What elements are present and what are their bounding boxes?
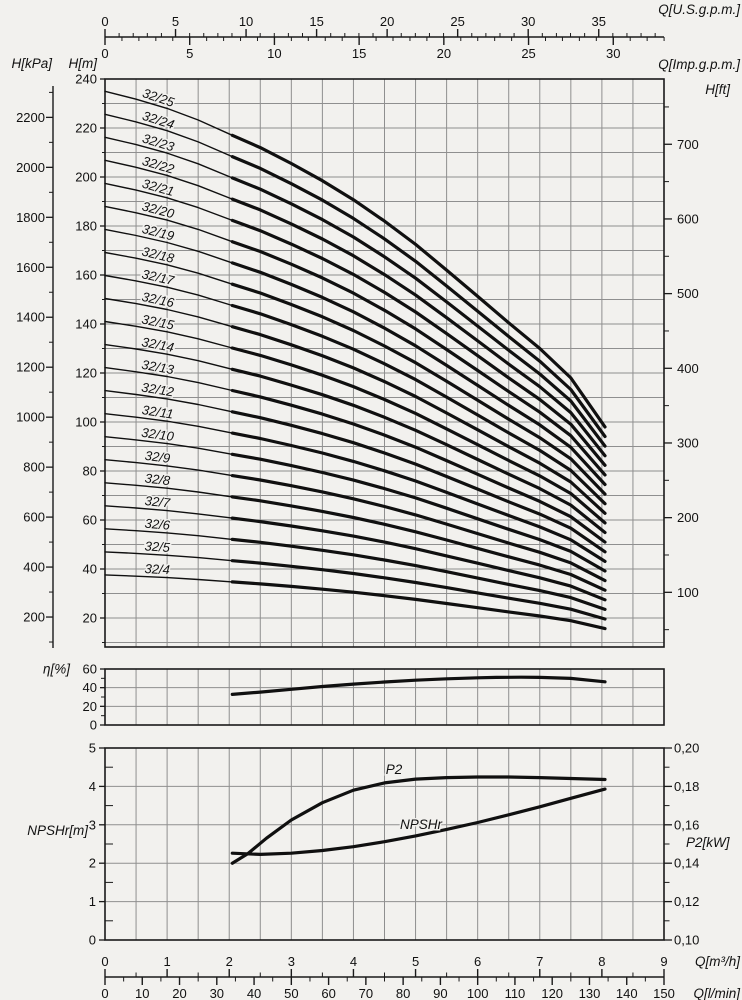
lmin-tick-label: 60 <box>321 986 336 1000</box>
lmin-tick-label: 120 <box>541 986 564 1000</box>
h-m-tick-label: 160 <box>75 267 97 283</box>
head-curve-bold <box>232 454 605 571</box>
h-ft-tick-label: 300 <box>677 435 699 451</box>
lmin-tick-label: 70 <box>358 986 374 1000</box>
npshr-tick-label: 3 <box>88 817 96 833</box>
imp-gpm-tick-label: 0 <box>101 46 109 61</box>
lmin-axis-title: Q[l/min] <box>693 986 740 1000</box>
m3h-tick-label: 6 <box>474 954 482 969</box>
p2-tick-label: 0,14 <box>674 855 700 871</box>
npshr-tick-label: 0 <box>88 932 96 948</box>
p2-tick-label: 0,18 <box>674 778 700 794</box>
m3h-tick-label: 5 <box>411 954 420 969</box>
imp-gpm-tick-label: 5 <box>186 46 194 61</box>
lmin-tick-label: 150 <box>653 986 675 1000</box>
h-kpa-axis <box>11 56 53 648</box>
imp-gpm-tick-label: 15 <box>351 46 367 61</box>
eta-tick-label: 40 <box>82 680 97 696</box>
stage-label: 32/7 <box>144 493 171 511</box>
stage-label: 32/19 <box>140 220 176 244</box>
imp-gpm-tick-label: 25 <box>521 46 536 61</box>
flow-axis-top <box>101 2 741 72</box>
h-kpa-axis-title: H[kPa] <box>11 56 52 71</box>
eta-axis-title: η[%] <box>43 661 70 677</box>
lmin-tick-label: 110 <box>504 986 526 1000</box>
p2-axis-title: P2[kW] <box>686 835 730 850</box>
eta-tick-label: 0 <box>89 717 97 733</box>
us-gpm-tick-label: 0 <box>101 14 109 29</box>
h-m-tick-label: 200 <box>75 169 97 185</box>
npshr-tick-label: 4 <box>88 778 96 794</box>
stage-label: 32/5 <box>144 538 171 555</box>
h-kpa-tick-label: 2200 <box>16 109 45 125</box>
flow-axis-bottom <box>101 954 741 1000</box>
imp-gpm-tick-label: 20 <box>436 46 452 61</box>
stage-label: 32/16 <box>140 288 176 311</box>
p2-tick-label: 0,16 <box>674 817 700 833</box>
h-ft-tick-label: 100 <box>677 584 699 600</box>
h-ft-tick-label: 200 <box>677 510 699 526</box>
h-kpa-tick-label: 1200 <box>16 359 45 375</box>
h-ft-tick-label: 500 <box>677 286 699 302</box>
us-gpm-tick-label: 5 <box>171 14 180 29</box>
h-kpa-tick-label: 600 <box>23 509 45 525</box>
us-gpm-tick-label: 35 <box>591 14 606 29</box>
imp-gpm-axis-title: Q[Imp.g.p.m.] <box>658 57 740 72</box>
stage-label: 32/17 <box>140 266 176 289</box>
lmin-tick-label: 50 <box>284 986 299 1000</box>
eta-curve-group <box>232 677 605 694</box>
h-m-tick-label: 20 <box>82 610 97 626</box>
h-m-tick-label: 220 <box>75 120 97 136</box>
h-ft-tick-label: 600 <box>677 211 699 227</box>
efficiency-chart <box>43 662 664 733</box>
head-curve-32-11 <box>105 414 605 562</box>
us-gpm-tick-label: 15 <box>309 14 324 29</box>
head-curve-32-23 <box>105 137 605 446</box>
us-gpm-tick-label: 10 <box>238 14 254 29</box>
imp-gpm-tick-label: 10 <box>267 46 282 61</box>
stage-label: 32/25 <box>140 85 177 110</box>
eta-tick-label: 20 <box>82 698 97 714</box>
h-kpa-tick-label: 1000 <box>16 409 45 425</box>
stage-label: 32/8 <box>144 470 171 489</box>
lmin-tick-label: 140 <box>615 986 638 1000</box>
npshr-tick-label: 5 <box>88 740 96 756</box>
stage-label: 32/12 <box>140 379 175 400</box>
lmin-tick-label: 130 <box>578 986 601 1000</box>
h-m-tick-label: 80 <box>82 463 97 479</box>
head-chart <box>11 56 731 648</box>
stage-label: 32/6 <box>144 515 171 533</box>
lmin-tick-label: 10 <box>135 986 150 1000</box>
head-curve-bold <box>232 199 605 456</box>
stage-label: 32/13 <box>140 356 176 378</box>
us-gpm-tick-label: 25 <box>450 14 465 29</box>
head-curve-bold <box>232 348 605 523</box>
eta-grid <box>105 669 664 725</box>
lmin-tick-label: 80 <box>395 986 411 1000</box>
m3h-tick-label: 7 <box>536 954 544 969</box>
m3h-tick-label: 8 <box>598 954 606 969</box>
p2-tick-label: 0,10 <box>674 932 700 948</box>
npsh-power-chart <box>27 741 731 948</box>
h-m-tick-label: 120 <box>75 365 97 381</box>
p2-curve-label: P2 <box>385 762 403 777</box>
h-ft-tick-label: 700 <box>677 136 699 152</box>
h-m-tick-label: 40 <box>82 561 97 577</box>
lmin-tick-label: 30 <box>209 986 225 1000</box>
h-kpa-tick-label: 400 <box>23 559 45 575</box>
stage-label: 32/11 <box>140 402 175 422</box>
eta-tick-label: 60 <box>82 661 97 677</box>
m3h-tick-label: 1 <box>163 954 171 969</box>
npshr-tick-label: 1 <box>88 894 96 910</box>
stage-label: 32/24 <box>140 107 177 133</box>
p2-tick-label: 0,20 <box>674 740 700 756</box>
head-curve-labels <box>140 85 177 577</box>
stage-label: 32/23 <box>140 130 177 155</box>
stage-label: 32/22 <box>140 153 176 177</box>
h-m-tick-label: 100 <box>75 414 97 430</box>
h-kpa-tick-label: 2000 <box>16 159 45 175</box>
h-m-tick-label: 60 <box>82 512 97 528</box>
h-kpa-tick-label: 800 <box>23 459 45 475</box>
m3h-tick-label: 9 <box>660 954 668 969</box>
stage-label: 32/9 <box>144 447 172 466</box>
p2-tick-label: 0,12 <box>674 894 700 910</box>
stage-label: 32/15 <box>140 311 176 333</box>
stage-label: 32/14 <box>140 334 176 355</box>
h-m-tick-label: 140 <box>75 316 97 332</box>
m3h-tick-label: 2 <box>225 954 233 969</box>
npshr-tick-label: 2 <box>88 855 96 871</box>
h-ft-axis <box>664 82 731 630</box>
stage-label: 32/10 <box>140 424 175 444</box>
h-m-axis-title: H[m] <box>68 56 97 71</box>
h-m-axis <box>69 56 106 643</box>
us-gpm-tick-label: 30 <box>520 14 536 29</box>
stage-label: 32/20 <box>140 198 176 222</box>
head-curve-32-22 <box>105 160 605 455</box>
m3h-tick-label: 0 <box>101 954 109 969</box>
stage-label: 32/4 <box>144 560 171 578</box>
h-ft-tick-label: 400 <box>677 360 699 376</box>
h-kpa-tick-label: 1800 <box>16 209 45 225</box>
us-gpm-axis-title: Q[U.S.g.p.m.] <box>658 2 740 17</box>
m3h-tick-label: 4 <box>349 954 358 969</box>
lmin-tick-label: 0 <box>101 986 109 1000</box>
npshr-axis-title: NPSHr[m] <box>27 823 88 839</box>
h-m-tick-label: 240 <box>75 71 97 87</box>
h-kpa-tick-label: 200 <box>23 609 45 625</box>
us-gpm-tick-label: 20 <box>379 14 395 29</box>
h-m-tick-label: 180 <box>75 218 97 234</box>
lmin-tick-label: 20 <box>172 986 187 1000</box>
stage-label: 32/18 <box>140 243 176 266</box>
lmin-tick-label: 40 <box>246 986 262 1000</box>
efficiency-curve <box>232 677 605 694</box>
imp-gpm-tick-label: 30 <box>606 46 621 61</box>
npshr-curve-label: NPSHr <box>399 817 443 832</box>
lmin-tick-label: 90 <box>433 986 448 1000</box>
head-curves <box>105 91 605 628</box>
h-kpa-tick-label: 1400 <box>16 309 45 325</box>
lmin-tick-label: 100 <box>466 986 489 1000</box>
h-ft-axis-title: H[ft] <box>705 82 730 97</box>
stage-label: 32/21 <box>140 175 176 199</box>
m3h-axis-title: Q[m³/h] <box>694 954 740 969</box>
npsh-grid <box>105 748 664 940</box>
h-kpa-tick-label: 1600 <box>16 259 45 275</box>
m3h-tick-label: 3 <box>287 954 295 969</box>
head-curve-32-25 <box>105 91 605 427</box>
